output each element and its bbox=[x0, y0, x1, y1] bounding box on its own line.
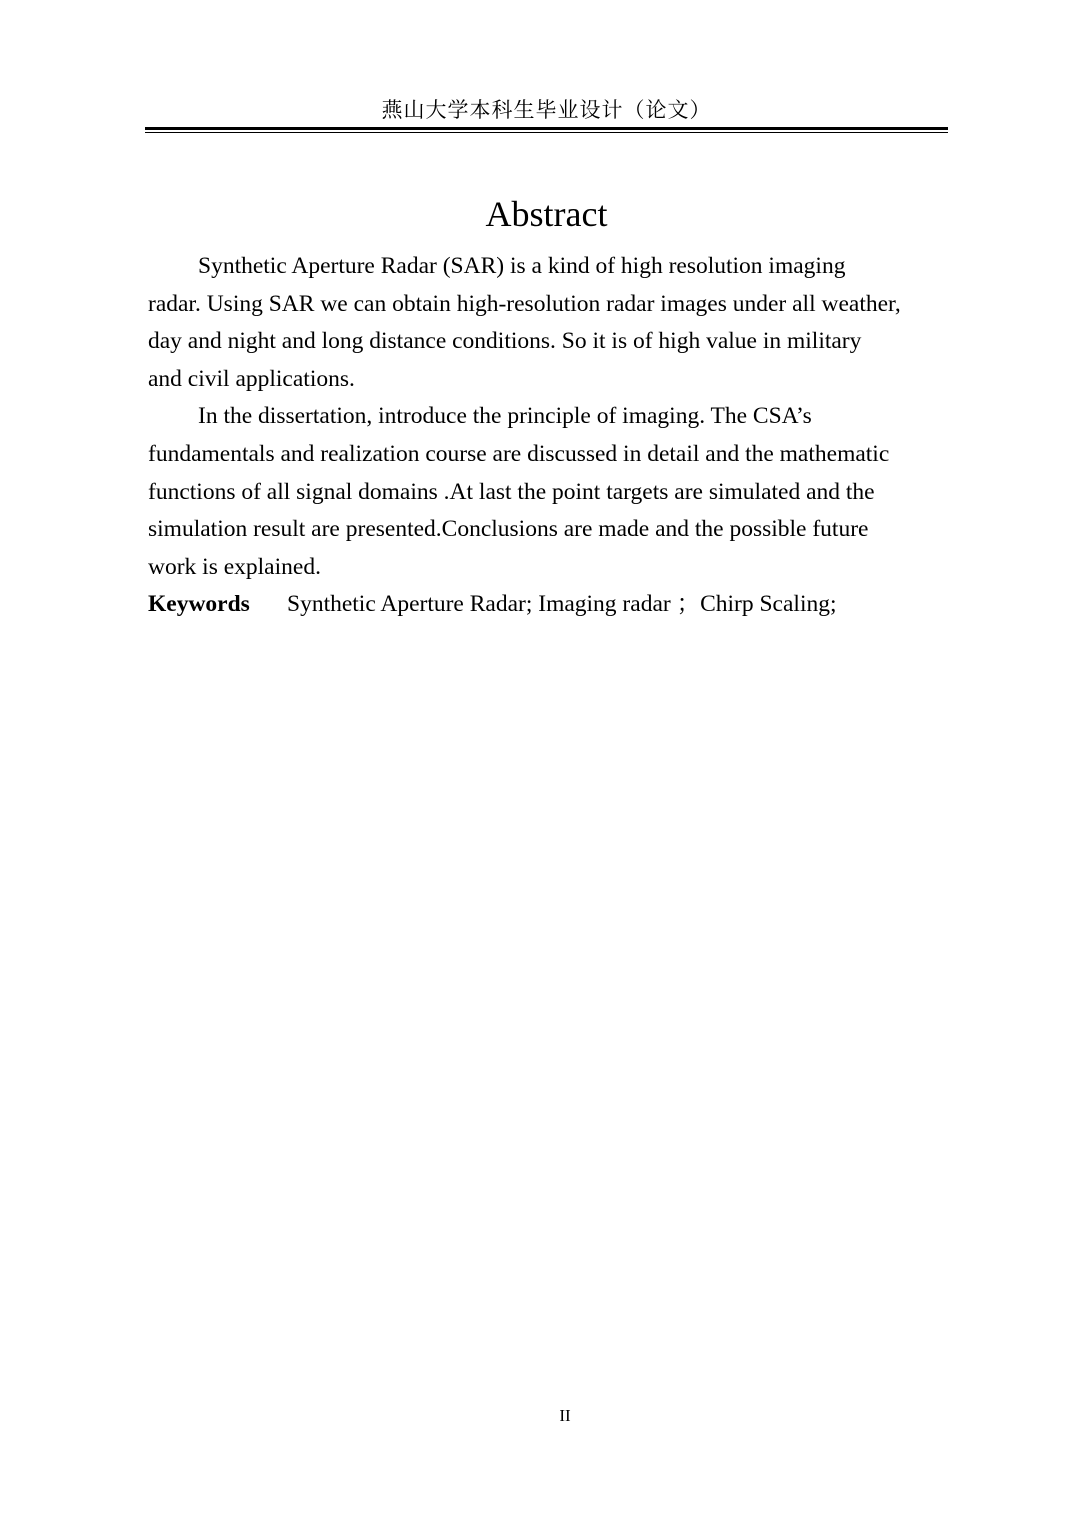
page-number: II bbox=[559, 1406, 571, 1425]
paragraph-2-line-1: In the dissertation, introduce the principle of imaging. The CSA’s bbox=[198, 403, 812, 430]
paragraph-2-line-4: simulation result are presented.Conclusions are made and the possible future bbox=[148, 516, 869, 543]
paragraph-2-line-2: fundamentals and realization course are discussed in detail and the mathematic bbox=[148, 440, 890, 467]
keywords-label: Keywords bbox=[148, 591, 250, 618]
abstract-paragraph-2 bbox=[148, 398, 953, 586]
abstract-body bbox=[148, 248, 953, 624]
paragraph-1-line-2: radar. Using SAR we can obtain high-resolution radar images under all weather, bbox=[148, 290, 901, 317]
header-rule-thick bbox=[145, 127, 948, 130]
abstract-paragraph-1 bbox=[148, 248, 953, 398]
paragraph-2-line-3: functions of all signal domains .At last the point targets are simulated and the bbox=[148, 478, 875, 505]
paragraph-1-line-1: Synthetic Aperture Radar (SAR) is a kind of high resolution imaging bbox=[198, 253, 846, 279]
paragraph-1-line-3: day and night and long distance conditions. So it is of high value in military bbox=[148, 328, 862, 355]
header-rule-thin bbox=[145, 132, 948, 133]
paragraph-1-line-4: and civil applications. bbox=[148, 365, 355, 392]
keywords-text: Synthetic Aperture Radar; Imaging radar ；Chirp Scaling; bbox=[287, 591, 837, 618]
paragraph-2-line-5: work is explained. bbox=[148, 553, 321, 580]
abstract-title: Abstract bbox=[485, 194, 608, 234]
running-header: 燕山大学本科生毕业设计（论文） bbox=[381, 98, 712, 122]
keywords-line bbox=[148, 586, 953, 624]
